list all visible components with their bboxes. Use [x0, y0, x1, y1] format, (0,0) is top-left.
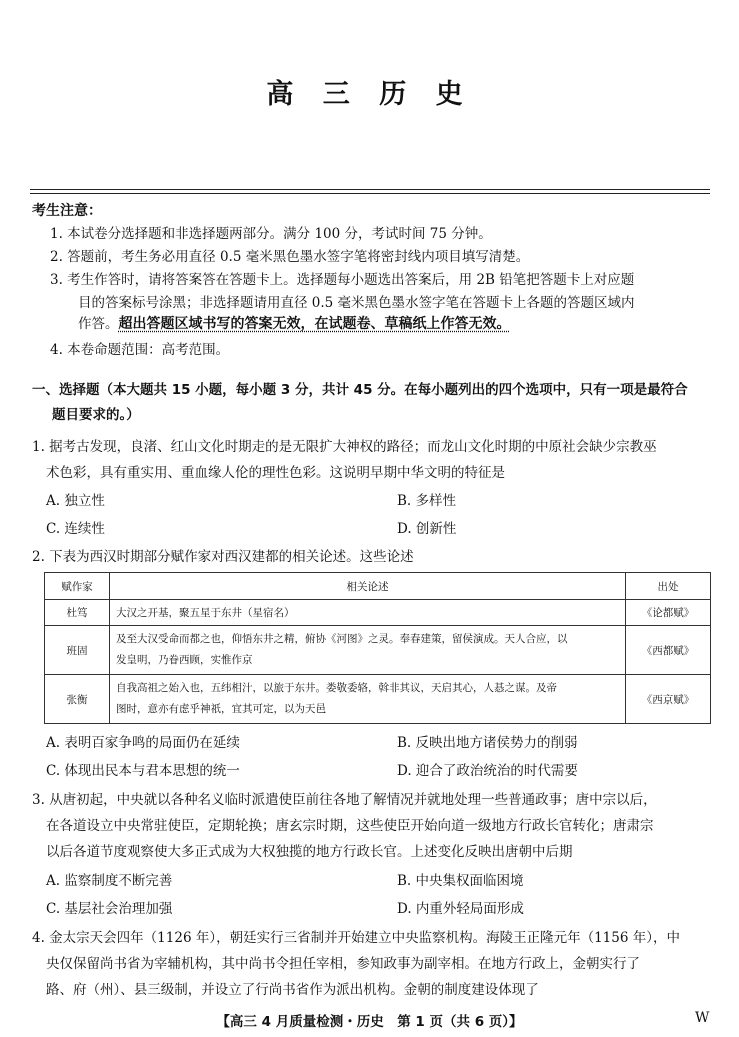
q1-option-a: A. 独立性 [46, 493, 105, 509]
notice-heading: 考生注意： [32, 203, 102, 219]
table-row [45, 675, 711, 724]
table-header-author: 赋作家 [45, 573, 110, 600]
divider-thin [30, 193, 710, 194]
q2-option-c: C. 体现出民本与君本思想的统一 [46, 763, 240, 779]
table-cell-source: 《西京赋》 [626, 675, 711, 724]
q3-option-c: C. 基层社会治理加强 [46, 901, 173, 917]
q4-stem-3: 路、府（州）、县三级制，并设立了行尚书省作为派出机构。金朝的制度建设体现了 [46, 982, 539, 998]
q3-option-d: D. 内重外轻局面形成 [397, 901, 524, 917]
table-cell-author: 班固 [45, 626, 110, 675]
table-cell-author: 张衡 [45, 675, 110, 724]
notice-item-3-cont: 目的答案标号涂黑；非选择题请用直径 0.5 毫米黑色墨水签字笔在答题卡上各题的答题区域内 [78, 295, 635, 311]
q1-stem-1: 1. 据考古发现，良渚、红山文化时期走的是无限扩大神权的路径；而龙山文化时期的中原社会缺少宗教巫 [32, 439, 657, 455]
notice-warning: 超出答题区域书写的答案无效，在试题卷、草稿纸上作答无效。 [118, 316, 511, 332]
table-row [45, 600, 711, 626]
table-cell-text-line: 自我高祖之始入也，五纬相汁，以旅于东井。娄敬委辂，斡非其议，天启其心，人惎之谋。及帝 [116, 682, 557, 694]
table-header-row [45, 573, 711, 600]
q3-option-b: B. 中央集权面临困境 [397, 873, 524, 889]
table-cell-text [110, 626, 626, 675]
watermark-letter: W [695, 1010, 710, 1026]
table-cell-text-line: 大汉之开基，聚五星于东井（星宿名） [116, 607, 295, 619]
q2-option-a: A. 表明百家争鸣的局面仍在延续 [46, 735, 240, 751]
q1-option-d: D. 创新性 [397, 521, 457, 537]
q2-option-b: B. 反映出地方诸侯势力的削弱 [397, 735, 578, 751]
q3-stem-1: 3. 从唐初起，中央就以各种名义临时派遣使臣前往各地了解情况并就地处理一些普通政事；唐中宗以后， [32, 792, 657, 808]
table-cell-text [110, 600, 626, 626]
notice-item-1: 1. 本试卷分选择题和非选择题两部分。满分 100 分，考试时间 75 分钟。 [50, 226, 492, 242]
table-cell-source: 《论都赋》 [626, 600, 711, 626]
notice-item-3-end [78, 312, 511, 333]
notice-item-3: 3. 考生作答时，请将答案答在答题卡上。选择题每小题选出答案后，用 2B 铅笔把答题卡上对应题 [50, 272, 635, 288]
page-footer: 【高三 4 月质量检测・历史 第 1 页（共 6 页）】 [216, 1014, 523, 1030]
q4-stem-1: 4. 金太宗天会四年（1126 年），朝廷实行三省制并开始建立中央监察机构。海陵王正隆元年（1156 年），中 [32, 930, 680, 946]
q1-option-b: B. 多样性 [397, 493, 457, 509]
table-cell-author: 杜笃 [45, 600, 110, 626]
q3-stem-3: 以后各道节度观察使大多正式成为大权独揽的地方行政长官。上述变化反映出唐朝中后期 [46, 844, 573, 860]
q2-option-d: D. 迎合了政治统治的时代需要 [397, 763, 578, 779]
table-row [45, 626, 711, 675]
table-header-text: 相关论述 [110, 573, 626, 600]
q2-stem: 2. 下表为西汉时期部分赋作家对西汉建都的相关论述。这些论述 [32, 549, 414, 565]
q3-stem-2: 在各道设立中央常驻使臣，定期轮换；唐玄宗时期，这些使臣开始向道一级地方行政长官转化；唐肃宗 [46, 818, 654, 834]
q3-option-a: A. 监察制度不断完善 [46, 873, 173, 889]
notice-item-4: 4. 本卷命题范围：高考范围。 [50, 342, 230, 358]
table-cell-text-line: 及至大汉受命而都之也，仰悟东井之精，俯协《河图》之灵。奉春建策，留侯演成。天人合应，以 [116, 633, 568, 645]
notice-item-2: 2. 答题前，考生务必用直径 0.5 毫米黑色墨水签字笔将密封线内项目填写清楚。 [50, 249, 530, 265]
notice-answer-text: 作答。 [78, 316, 119, 332]
table-cell-text [110, 675, 626, 724]
section-heading-cont: 题目要求的。） [52, 407, 140, 423]
table-header-source: 出处 [626, 573, 711, 600]
q2-table [44, 572, 711, 724]
q4-stem-2: 央仅保留尚书省为宰辅机构，其中尚书令担任宰相，参知政事为副宰相。在地方行政上，金朝实行了 [46, 956, 640, 972]
table-cell-text-line: 发皇明，乃眷西顾，实惟作京 [116, 654, 253, 666]
section-heading: 一、选择题（本大题共 15 小题，每小题 3 分，共计 45 分。在每小题列出的四个选项中，只有一项是最符合 [32, 382, 688, 398]
q1-option-c: C. 连续性 [46, 521, 105, 537]
table-cell-source: 《西都赋》 [626, 626, 711, 675]
page-title: 高 三 历 史 [266, 79, 473, 110]
q1-stem-2: 术色彩，具有重实用、重血缘人伦的理性色彩。这说明早期中华文明的特征是 [46, 465, 505, 481]
table-cell-text-line: 图时，意亦有虑乎神祇，宜其可定，以为天邑 [116, 703, 326, 715]
divider-thick [30, 189, 710, 190]
